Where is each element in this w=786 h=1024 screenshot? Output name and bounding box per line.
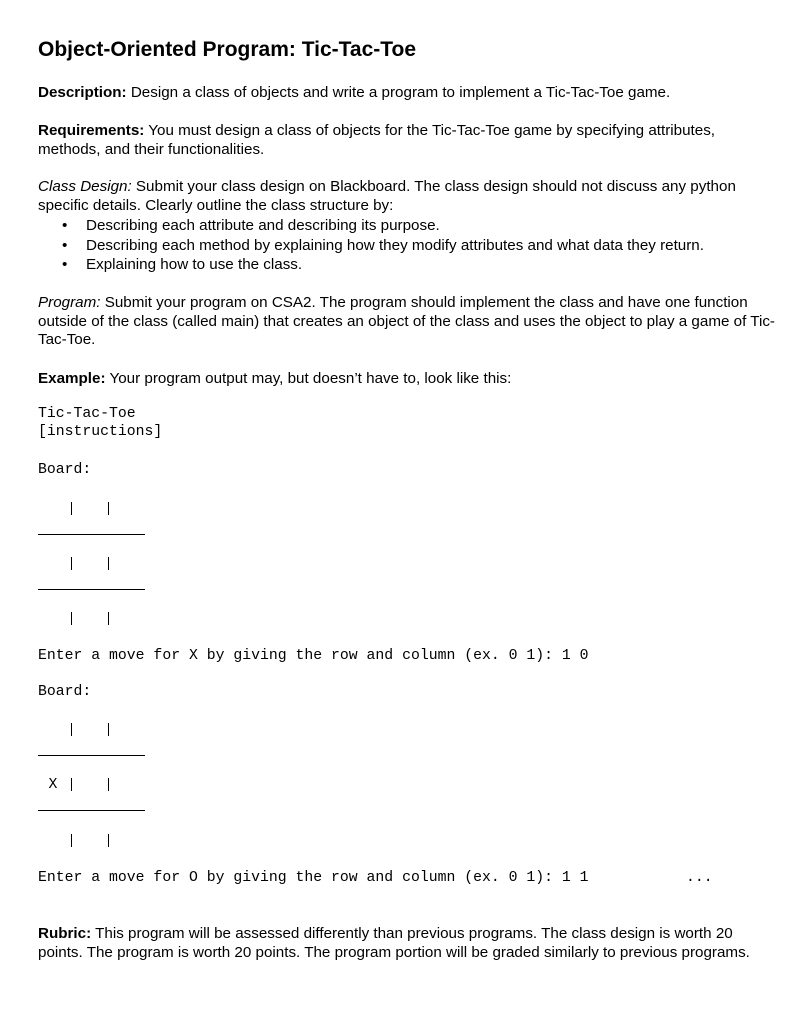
- bullet-item: • Describing each attribute and describing its purpose.: [38, 216, 704, 236]
- rubric-label: Rubric:: [38, 925, 92, 942]
- board-column-divider: [71, 612, 72, 625]
- board-row-divider: [38, 534, 145, 535]
- class-design-paragraph: [38, 178, 778, 215]
- board-column-divider: [108, 723, 109, 736]
- example-label: Example:: [38, 370, 106, 387]
- rubric-text: This program will be assessed differently than previous programs. The class design is worth 20 points. The program is worth 20 points. The program portion will be graded similarly to previous programs.: [38, 925, 750, 961]
- bullet-item: • Describing each method by explaining how they modify attributes and what data they return.: [38, 236, 704, 256]
- continuation-ellipsis: ...: [686, 870, 713, 886]
- example-text: Your program output may, but doesn’t have to, look like this:: [105, 370, 512, 387]
- class-design-text: Submit your class design on Blackboard. The class design should not discuss any python specific details. Clearly outline the class structure by:: [38, 178, 736, 214]
- example-output-instructions: [instructions]: [38, 424, 163, 440]
- board-row-divider: [38, 589, 145, 590]
- requirements-paragraph: [38, 122, 778, 159]
- move-prompt-x: Enter a move for X by giving the row and column (ex. 0 1): 1 0: [38, 648, 589, 664]
- board-column-divider: [71, 834, 72, 847]
- board-cell-x-mark: X: [48, 777, 58, 793]
- example-paragraph: [38, 370, 778, 389]
- move-prompt-o: Enter a move for O by giving the row and column (ex. 0 1): 1 1: [38, 870, 589, 886]
- program-label: Program:: [38, 294, 101, 311]
- description-paragraph: [38, 84, 778, 103]
- board-label: Board:: [38, 684, 92, 700]
- board-column-divider: [71, 723, 72, 736]
- board-column-divider: [108, 834, 109, 847]
- description-label: Description:: [38, 84, 127, 101]
- board-column-divider: [108, 557, 109, 570]
- rubric-paragraph: [38, 925, 778, 962]
- board-column-divider: [71, 502, 72, 515]
- program-text: Submit your program on CSA2. The program should implement the class and have one function outside of the class (called main) that creates an object of the class and uses the object to play a game of Tic-Tac-Toe.: [38, 294, 775, 348]
- example-output-title: Tic-Tac-Toe: [38, 406, 136, 422]
- board-label: Board:: [38, 462, 92, 478]
- board-column-divider: [108, 502, 109, 515]
- board-column-divider: [71, 557, 72, 570]
- bullet-item: • Explaining how to use the class.: [38, 255, 704, 275]
- page-title: Object-Oriented Program: Tic-Tac-Toe: [38, 38, 417, 61]
- description-text: Design a class of objects and write a program to implement a Tic-Tac-Toe game.: [126, 84, 671, 101]
- board-column-divider: [108, 612, 109, 625]
- program-paragraph: [38, 294, 778, 350]
- class-design-label: Class Design:: [38, 178, 132, 195]
- board-column-divider: [108, 778, 109, 791]
- requirements-label: Requirements:: [38, 122, 145, 139]
- board-row-divider: [38, 810, 145, 811]
- class-design-bullet-list: [38, 216, 704, 275]
- board-row-divider: [38, 755, 145, 756]
- board-column-divider: [71, 778, 72, 791]
- requirements-text: You must design a class of objects for the Tic-Tac-Toe game by specifying attributes, methods, and their functionalities.: [38, 122, 716, 158]
